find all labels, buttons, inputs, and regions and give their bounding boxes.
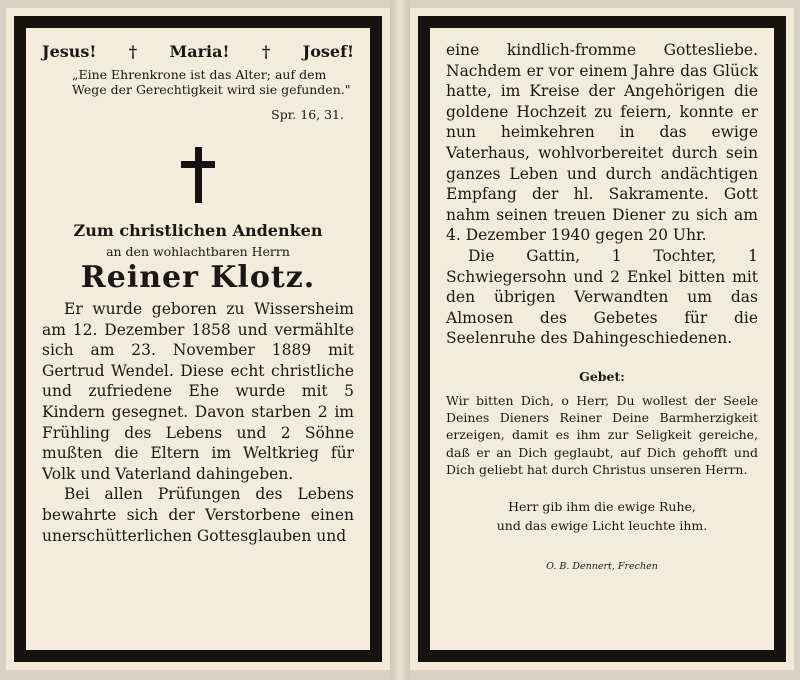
epigraph-citation: Spr. 16, 31. [271, 106, 344, 122]
mourning-border-right [418, 16, 786, 662]
left-content [42, 40, 354, 640]
right-content [446, 40, 758, 640]
card-fold [390, 0, 410, 680]
invocation-cross-1: † [128, 42, 138, 61]
blessing-line-1: Herr gib ihm die ewige Ruhe, [508, 498, 696, 514]
invocation-line [42, 42, 354, 63]
left-card-page [6, 8, 390, 670]
blessing [446, 497, 758, 535]
prayer-heading: Gebet: [579, 368, 625, 384]
memorial-heading: Zum christlichen Andenken [73, 221, 323, 241]
right-card-page [410, 8, 794, 670]
mourning-border-left [14, 16, 382, 662]
invocation-cross-2: † [261, 42, 271, 61]
continuation-paragraph-1: eine kindlich-fromme Gottesliebe. Nachdem er vor einem Jahre das Glück hatte, im Kreise der Angehörigen die goldene Hochzeit zu feiern, konnte er nun heimkehren in das ewige Vaterhaus, wohlvorbereitet durch sein ganzes Leben und durch andächtigen Empfang der hl. Sakramente. Gott nahm seinen treuen Diener zu sich am 4. Dezember 1940 gegen 20 Uhr. [446, 41, 758, 245]
cross-icon [181, 147, 215, 203]
epigraph-quote: „Eine Ehrenkrone ist das Alter; auf dem Wege der Gerechtigkeit wird sie gefunden." [72, 66, 351, 97]
invocation-josef: Josef! [302, 42, 354, 61]
printer-imprint: O. B. Dennert, Frechen [546, 560, 658, 572]
biography-text [42, 299, 354, 546]
continuation-text [446, 40, 758, 349]
deceased-name: Reiner Klotz. [80, 260, 316, 296]
blessing-line-2: und das ewige Licht leuchte ihm. [496, 517, 708, 533]
invocation-maria: Maria! [169, 42, 230, 61]
prayer-text: Wir bitten Dich, o Herr, Du wollest der Seele Deines Dieners Reiner Deine Barmherzigkeit erzeigen, damit es ihm zur Seligkeit gereiche, daß er an Dich geglaubt, auf Dich gehofft und Dich geliebt hat durch Christus unseren Herrn. [446, 392, 758, 478]
invocation-jesus: Jesus! [42, 42, 97, 61]
biography-paragraph-2: Bei allen Prüfungen des Lebens bewahrte sich der Verstorbene einen unerschütterlichen Gottesglauben und [42, 485, 354, 545]
family-paragraph: Die Gattin, 1 Tochter, 1 Schwiegersohn und 2 Enkel bitten mit den übrigen Verwandten um das Almosen des Gebetes für die Seelenruhe des Dahingeschiedenen. [446, 246, 758, 348]
biography-paragraph-1: Er wurde geboren zu Wissersheim am 12. Dezember 1858 und vermählte sich am 23. November 1889 mit Gertrud Wendel. Diese echt christliche und zufriedene Ehe wurde mit 5 Kindern gesegnet. Davon starben 2 im Frühling des Lebens und 2 Söhne mußten die Eltern im Weltkrieg für Volk und Vaterland dahingeben. [42, 299, 354, 483]
honored-subheading: an den wohlachtbaren Herrn [106, 243, 290, 259]
